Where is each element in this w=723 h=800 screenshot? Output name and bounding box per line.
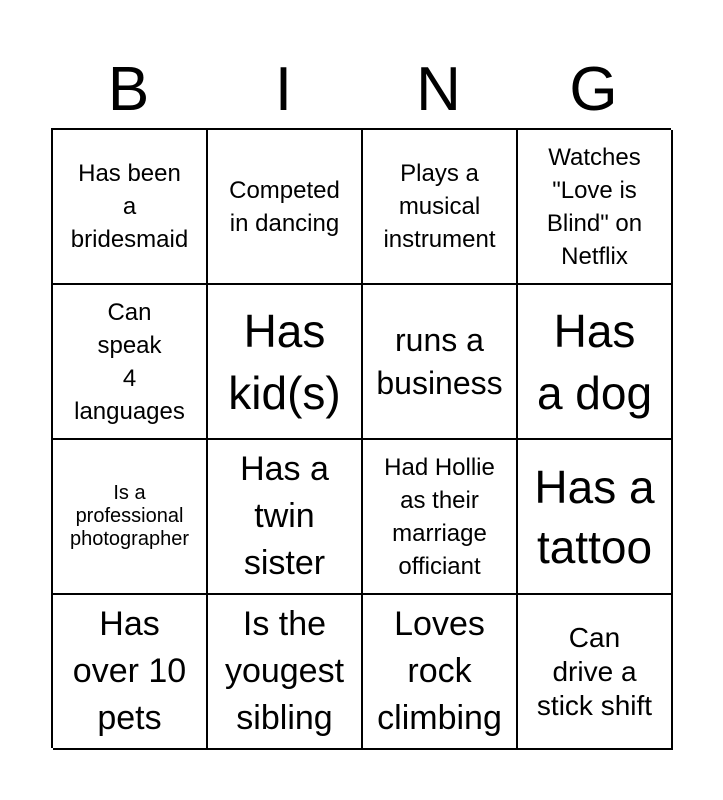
- bingo-cell-text: Loves rock climbing: [377, 605, 502, 737]
- bingo-cell-r2c1[interactable]: [53, 285, 208, 440]
- header-letter-i: I: [274, 55, 293, 124]
- header-letter-n: N: [416, 55, 461, 124]
- bingo-cell-text: Has over 10 pets: [72, 605, 187, 737]
- bingo-cell-r4c1[interactable]: [53, 595, 208, 750]
- bingo-cell-text: Has been a bridesmaid: [70, 160, 189, 253]
- bingo-cell-text: Had Hollie as their marriage officiant: [384, 453, 495, 580]
- bingo-cell-r3c4[interactable]: [518, 440, 673, 595]
- bingo-cell-r3c1[interactable]: [53, 440, 208, 595]
- bingo-cell-text: Watches "Love is Blind" on Netflix: [546, 143, 643, 270]
- bingo-cell-r3c2[interactable]: [208, 440, 363, 595]
- bingo-cell-text: runs a business: [376, 321, 503, 401]
- bingo-cell-text: Has kid(s): [228, 304, 341, 419]
- bingo-header: [51, 52, 671, 128]
- bingo-cell-text: Has a tattoo: [534, 460, 655, 573]
- bingo-cell-r4c3[interactable]: [363, 595, 518, 750]
- bingo-cell-text: Competed in dancing: [229, 176, 340, 237]
- bingo-cell-text: Has a dog: [536, 304, 653, 419]
- bingo-cell-text: Can speak 4 languages: [74, 298, 185, 425]
- bingo-cell-text: Is a professional photographer: [70, 482, 189, 550]
- bingo-cell-r4c4[interactable]: [518, 595, 673, 750]
- bingo-grid: [51, 128, 671, 748]
- bingo-cell-r1c2[interactable]: [208, 130, 363, 285]
- bingo-cell-r4c2[interactable]: [208, 595, 363, 750]
- bingo-cell-text: Plays a musical instrument: [383, 160, 496, 253]
- bingo-cell-r2c3[interactable]: [363, 285, 518, 440]
- bingo-cell-text: Has a twin sister: [240, 450, 329, 582]
- header-letter-b: B: [107, 55, 150, 124]
- bingo-cell-text: Is the yougest sibling: [224, 605, 345, 737]
- header-letter-g: G: [569, 55, 618, 124]
- bingo-cell-r1c1[interactable]: [53, 130, 208, 285]
- bingo-cell-r3c3[interactable]: [363, 440, 518, 595]
- bingo-cell-text: Can drive a stick shift: [536, 621, 653, 721]
- bingo-cell-r2c4[interactable]: [518, 285, 673, 440]
- bingo-cell-r2c2[interactable]: [208, 285, 363, 440]
- bingo-cell-r1c4[interactable]: [518, 130, 673, 285]
- bingo-cell-r1c3[interactable]: [363, 130, 518, 285]
